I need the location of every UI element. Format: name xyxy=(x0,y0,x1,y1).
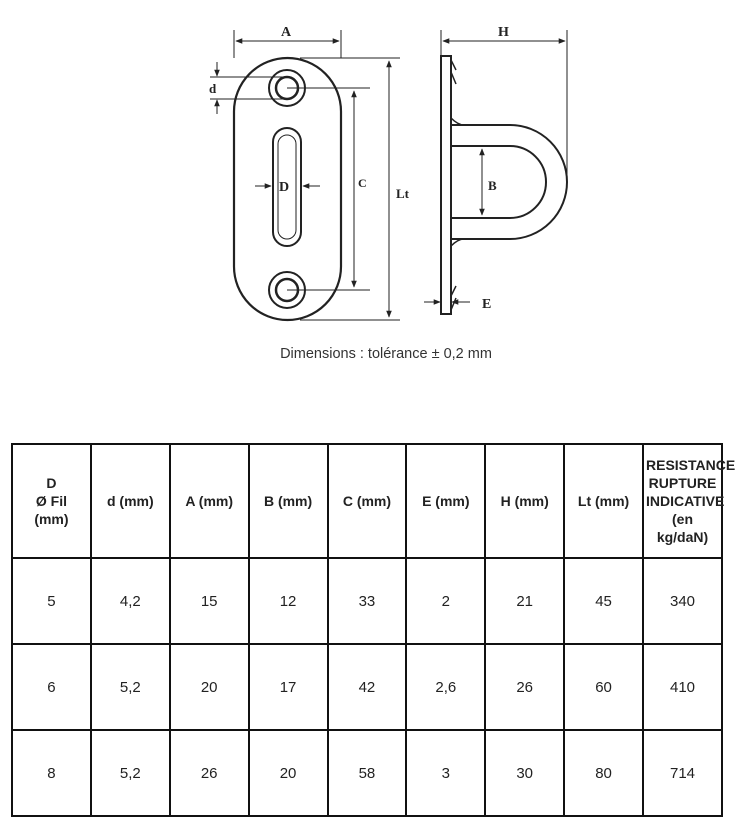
plate-side-view xyxy=(441,56,567,314)
header-e: E (mm) xyxy=(406,444,485,558)
label-e: E xyxy=(482,297,492,312)
technical-drawing xyxy=(0,0,747,340)
dimension-c xyxy=(287,88,370,290)
table-header-row xyxy=(12,444,722,558)
table-row xyxy=(12,644,722,730)
dimension-e xyxy=(424,297,491,312)
table-cell: 26 xyxy=(170,730,249,816)
table-cell: 5,2 xyxy=(91,730,170,816)
table-cell: 4,2 xyxy=(91,558,170,644)
dimensions-table xyxy=(11,443,736,817)
table-cell: 21 xyxy=(485,558,564,644)
table-cell: 42 xyxy=(328,644,407,730)
dimension-b xyxy=(482,149,497,215)
table-cell: 33 xyxy=(328,558,407,644)
table-cell: 410 xyxy=(643,644,722,730)
table-cell: 30 xyxy=(485,730,564,816)
header-d: d (mm) xyxy=(91,444,170,558)
table-row xyxy=(12,558,722,644)
header-b: B (mm) xyxy=(249,444,328,558)
table-cell: 26 xyxy=(485,644,564,730)
table-cell: 2,6 xyxy=(406,644,485,730)
header-h: H (mm) xyxy=(485,444,564,558)
table-cell: 15 xyxy=(170,558,249,644)
tolerance-caption: Dimensions : tolérance ± 0,2 mm xyxy=(280,346,492,362)
table-cell: 80 xyxy=(564,730,643,816)
label-D: D xyxy=(279,180,290,195)
label-c: C xyxy=(358,176,367,190)
dimension-d-large xyxy=(255,180,320,195)
table-cell: 714 xyxy=(643,730,722,816)
label-lt: Lt xyxy=(396,186,409,201)
table-cell: 5,2 xyxy=(91,644,170,730)
dimension-lt xyxy=(300,58,410,320)
table-cell: 12 xyxy=(249,558,328,644)
table-cell: 3 xyxy=(406,730,485,816)
table-cell: 20 xyxy=(170,644,249,730)
label-d: d xyxy=(209,81,217,96)
header-lt: Lt (mm) xyxy=(564,444,643,558)
table-cell: 17 xyxy=(249,644,328,730)
table-cell: 8 xyxy=(12,730,91,816)
dimension-a xyxy=(234,25,341,58)
table-row xyxy=(12,730,722,816)
table-cell: 58 xyxy=(328,730,407,816)
header-resistance: RESISTANCE RUPTURE INDICATIVE (en kg/daN) xyxy=(643,444,722,558)
label-b: B xyxy=(488,178,497,193)
header-a: A (mm) xyxy=(170,444,249,558)
table-cell: 60 xyxy=(564,644,643,730)
table-cell: 2 xyxy=(406,558,485,644)
table-cell: 20 xyxy=(249,730,328,816)
table-cell: 340 xyxy=(643,558,722,644)
header-wire-diameter: D Ø Fil (mm) xyxy=(12,444,91,558)
label-a: A xyxy=(281,25,292,40)
table-cell: 45 xyxy=(564,558,643,644)
dimension-h xyxy=(441,25,567,180)
header-c: C (mm) xyxy=(328,444,407,558)
label-h: H xyxy=(498,25,509,40)
table-cell: 6 xyxy=(12,644,91,730)
table-cell: 5 xyxy=(12,558,91,644)
